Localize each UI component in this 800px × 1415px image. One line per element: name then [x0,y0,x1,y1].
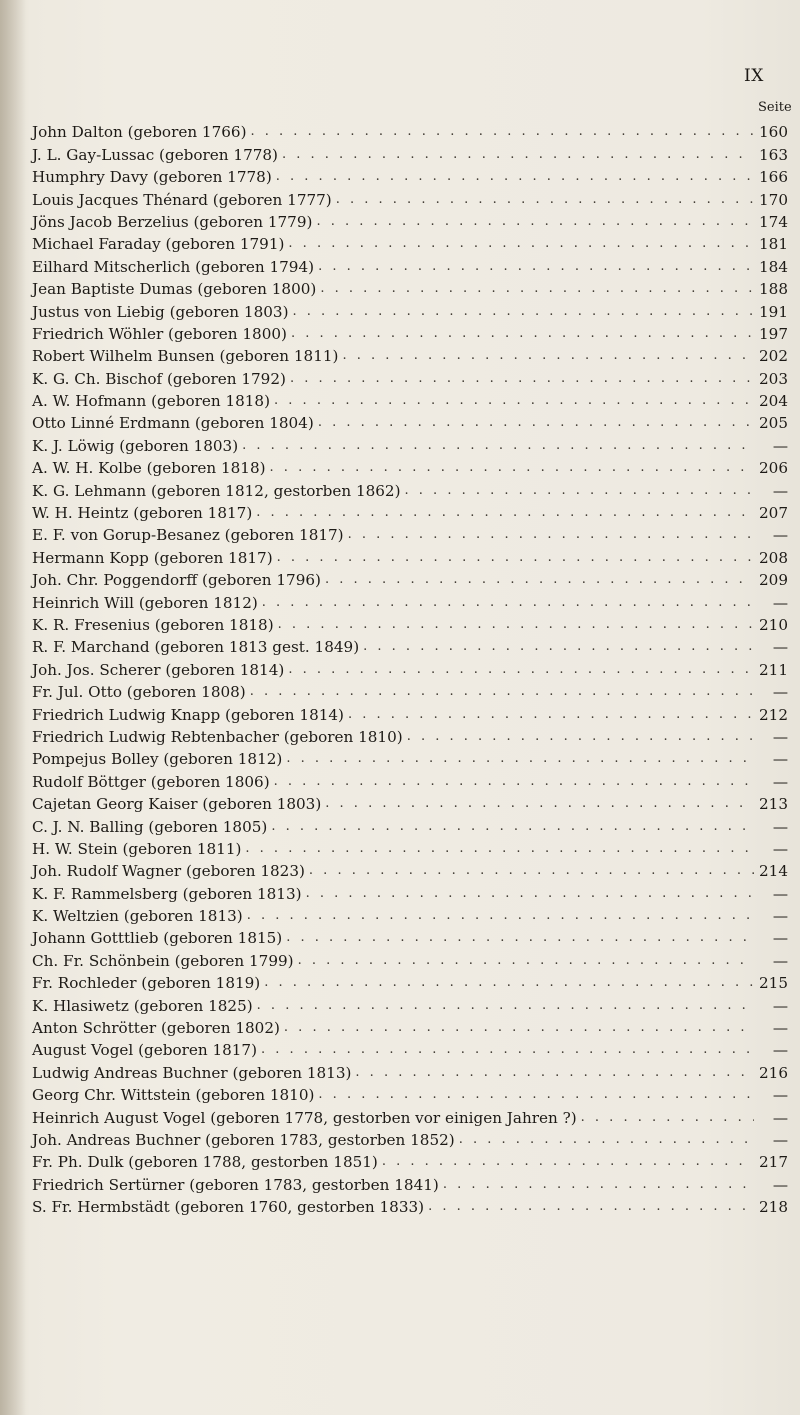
entry-page-number: 197 [759,324,788,343]
dot-leader [439,1175,754,1195]
toc-entry [32,254,788,276]
dot-leader [260,973,754,993]
dot-leader [286,369,754,389]
entry-name: A. W. H. Kolbe (geboren 1818) [32,459,266,478]
entry-name: Friedrich Ludwig Rebtenbacher (geboren 1810) [32,727,403,746]
toc-entry [32,702,788,724]
toc-entry [32,657,788,679]
entry-name: Johann Gotttlieb (geboren 1815) [32,929,283,948]
toc-entry [32,344,788,366]
entry-name: W. H. Heintz (geboren 1817) [32,504,253,523]
entry-name: K. J. Löwig (geboren 1803) [32,436,239,455]
table-of-contents [32,120,788,1217]
dot-leader [321,570,754,590]
dot-leader [278,145,754,165]
entry-name: Ch. Fr. Schönbein (geboren 1799) [32,951,294,970]
entry-page-number: — [772,526,788,545]
entry-page-number: 206 [759,459,788,478]
entry-page-number: 212 [759,705,788,724]
toc-entry [32,1105,788,1127]
toc-entry [32,926,788,948]
dot-leader [284,234,754,254]
entry-name: Anton Schrötter (geboren 1802) [32,1019,280,1038]
entry-name: Justus von Liebig (geboren 1803) [32,302,289,321]
entry-page-number: — [772,884,788,903]
entry-name: Joh. Andreas Buchner (geboren 1783, gestorben 1852) [32,1130,455,1149]
toc-entry [32,725,788,747]
entry-page-number: — [772,817,788,836]
dot-leader [577,1108,754,1128]
entry-page-number: — [772,436,788,455]
entry-name: J. L. Gay-Lussac (geboren 1778) [32,145,278,164]
entry-page-number: — [772,1108,788,1127]
entry-page-number: 213 [759,795,788,814]
dot-leader [282,928,754,948]
entry-name: Jöns Jacob Berzelius (geboren 1779) [32,212,313,231]
toc-entry [32,1195,788,1217]
entry-name: Joh. Rudolf Wagner (geboren 1823) [32,862,305,881]
toc-entry [32,478,788,500]
dot-leader [238,436,754,456]
entry-name: Georg Chr. Wittstein (geboren 1810) [32,1086,315,1105]
toc-entry [32,1128,788,1150]
entry-page-number: — [772,1086,788,1105]
dot-leader [246,682,754,702]
toc-entry [32,747,788,769]
entry-name: Robert Wilhelm Bunsen (geboren 1811) [32,347,339,366]
toc-entry [32,971,788,993]
entry-name: Joh. Chr. Poggendorff (geboren 1796) [32,571,321,590]
dot-leader [247,122,754,142]
dot-leader [274,615,754,635]
entry-name: K. Hlasiwetz (geboren 1825) [32,996,253,1015]
dot-leader [241,839,754,859]
entry-page-number: 210 [759,615,788,634]
dot-leader [280,1018,754,1038]
dot-leader [294,951,754,971]
dot-leader [284,660,754,680]
entry-name: August Vogel (geboren 1817) [32,1041,258,1060]
entry-name: Pompejus Bolley (geboren 1812) [32,750,283,769]
entry-page-number: — [772,481,788,500]
entry-page-number: — [772,951,788,970]
entry-name: Cajetan Georg Kaiser (geboren 1803) [32,795,322,814]
entry-page-number: 205 [759,414,788,433]
toc-entry [32,1038,788,1060]
dot-leader [344,525,754,545]
toc-entry [32,837,788,859]
toc-entry [32,142,788,164]
toc-entry [32,1172,788,1194]
entry-name: Heinrich Will (geboren 1812) [32,593,258,612]
entry-page-number: — [772,750,788,769]
entry-name: Heinrich August Vogel (geboren 1778, gestorben vor einigen Jahren ?) [32,1108,577,1127]
toc-entry [32,635,788,657]
entry-page-number: — [772,772,788,791]
toc-entry [32,411,788,433]
entry-page-number: 207 [759,504,788,523]
toc-entry [32,165,788,187]
dot-leader [455,1130,754,1150]
dot-leader [266,458,754,478]
entry-page-number: 181 [759,235,788,254]
entry-page-number: 163 [759,145,788,164]
entry-page-number: — [772,1175,788,1194]
dot-leader [272,167,754,187]
toc-entry [32,1083,788,1105]
entry-name: K. G. Lehmann (geboren 1812, gestorben 1862) [32,481,401,500]
entry-page-number: 216 [759,1063,788,1082]
toc-entry [32,277,788,299]
dot-leader [257,1040,754,1060]
entry-page-number: 214 [759,862,788,881]
dot-leader [305,861,754,881]
entry-name: E. F. von Gorup-Besanez (geboren 1817) [32,526,344,545]
dot-leader [312,212,754,232]
toc-entry [32,680,788,702]
entry-name: Fr. Rochleder (geboren 1819) [32,974,261,993]
entry-name: H. W. Stein (geboren 1811) [32,839,242,858]
dot-leader [338,346,754,366]
toc-entry [32,1016,788,1038]
toc-entry [32,322,788,344]
dot-leader [282,749,754,769]
page-number: IX [744,66,764,86]
entry-page-number: 191 [759,302,788,321]
entry-name: Friedrich Wöhler (geboren 1800) [32,324,287,343]
entry-page-number: — [772,929,788,948]
dot-leader [289,302,755,322]
entry-name: S. Fr. Hermbstädt (geboren 1760, gestorben 1833) [32,1198,425,1217]
entry-page-number: 203 [759,369,788,388]
toc-entry [32,120,788,142]
entry-page-number: — [772,638,788,657]
entry-page-number: — [772,839,788,858]
dot-leader [403,727,754,747]
dot-leader [424,1197,754,1217]
entry-name: K. G. Ch. Bischof (geboren 1792) [32,369,286,388]
dot-leader [258,593,754,613]
dot-leader [401,481,754,501]
toc-entry [32,769,788,791]
entry-name: A. W. Hofmann (geboren 1818) [32,392,271,411]
entry-name: Fr. Ph. Dulk (geboren 1788, gestorben 1851) [32,1153,378,1172]
dot-leader [287,324,754,344]
entry-name: Michael Faraday (geboren 1791) [32,235,285,254]
entry-name: Friedrich Ludwig Knapp (geboren 1814) [32,705,344,724]
entry-name: Otto Linné Erdmann (geboren 1804) [32,414,314,433]
entry-page-number: 188 [759,280,788,299]
entry-name: Humphry Davy (geboren 1778) [32,168,272,187]
toc-entry [32,456,788,478]
dot-leader [344,705,754,725]
dot-leader [378,1152,754,1172]
entry-page-number: 166 [759,168,788,187]
toc-entry [32,859,788,881]
entry-page-number: 202 [759,347,788,366]
entry-page-number: — [772,907,788,926]
entry-name: K. F. Rammelsberg (geboren 1813) [32,884,302,903]
entry-name: Fr. Jul. Otto (geboren 1808) [32,683,246,702]
entry-name: K. R. Fresenius (geboren 1818) [32,615,274,634]
entry-name: Jean Baptiste Dumas (geboren 1800) [32,280,317,299]
dot-leader [359,637,754,657]
toc-entry [32,1060,788,1082]
toc-entry [32,299,788,321]
entry-page-number: 217 [759,1153,788,1172]
entry-page-number: — [772,1130,788,1149]
column-label-seite: Seite [758,100,792,115]
toc-entry [32,187,788,209]
dot-leader [351,1063,754,1083]
entry-page-number: 208 [759,548,788,567]
toc-entry [32,993,788,1015]
toc-entry [32,1150,788,1172]
entry-page-number: — [772,996,788,1015]
toc-entry [32,366,788,388]
toc-entry [32,904,788,926]
entry-page-number: — [772,727,788,746]
dot-leader [252,503,754,523]
entry-page-number: — [772,1019,788,1038]
entry-name: Ludwig Andreas Buchner (geboren 1813) [32,1063,352,1082]
dot-leader [273,548,754,568]
toc-entry [32,232,788,254]
entry-page-number: 174 [759,212,788,231]
entry-page-number: — [772,683,788,702]
dot-leader [270,391,754,411]
dot-leader [332,190,754,210]
entry-page-number: 184 [759,257,788,276]
dot-leader [243,906,754,926]
toc-entry [32,501,788,523]
entry-page-number: 211 [759,660,788,679]
toc-entry [32,881,788,903]
entry-page-number: 204 [759,392,788,411]
entry-page-number: 215 [759,974,788,993]
dot-leader [316,279,754,299]
entry-name: Friedrich Sertürner (geboren 1783, gestorben 1841) [32,1175,439,1194]
dot-leader [321,794,754,814]
toc-entry [32,568,788,590]
toc-entry [32,948,788,970]
toc-entry [32,389,788,411]
toc-entry [32,545,788,567]
dot-leader [314,1085,754,1105]
toc-entry [32,590,788,612]
toc-entry [32,210,788,232]
entry-name: Rudolf Böttger (geboren 1806) [32,772,270,791]
entry-page-number: 218 [759,1198,788,1217]
entry-name: Louis Jacques Thénard (geboren 1777) [32,190,332,209]
entry-page-number: 209 [759,571,788,590]
entry-page-number: 170 [759,190,788,209]
dot-leader [253,996,754,1016]
toc-entry [32,613,788,635]
dot-leader [302,884,754,904]
dot-leader [314,257,754,277]
page-edge-shadow [0,0,26,1415]
toc-entry [32,792,788,814]
toc-entry [32,523,788,545]
toc-entry [32,814,788,836]
entry-page-number: 160 [759,123,788,142]
entry-name: K. Weltzien (geboren 1813) [32,907,243,926]
dot-leader [270,772,754,792]
entry-name: R. F. Marchand (geboren 1813 gest. 1849) [32,638,360,657]
entry-name: Hermann Kopp (geboren 1817) [32,548,273,567]
entry-page-number: — [772,593,788,612]
dot-leader [314,413,754,433]
entry-page-number: — [772,1041,788,1060]
entry-name: C. J. N. Balling (geboren 1805) [32,817,268,836]
entry-name: Eilhard Mitscherlich (geboren 1794) [32,257,315,276]
toc-entry [32,433,788,455]
entry-name: Joh. Jos. Scherer (geboren 1814) [32,660,285,679]
dot-leader [267,817,754,837]
entry-name: John Dalton (geboren 1766) [32,123,247,142]
